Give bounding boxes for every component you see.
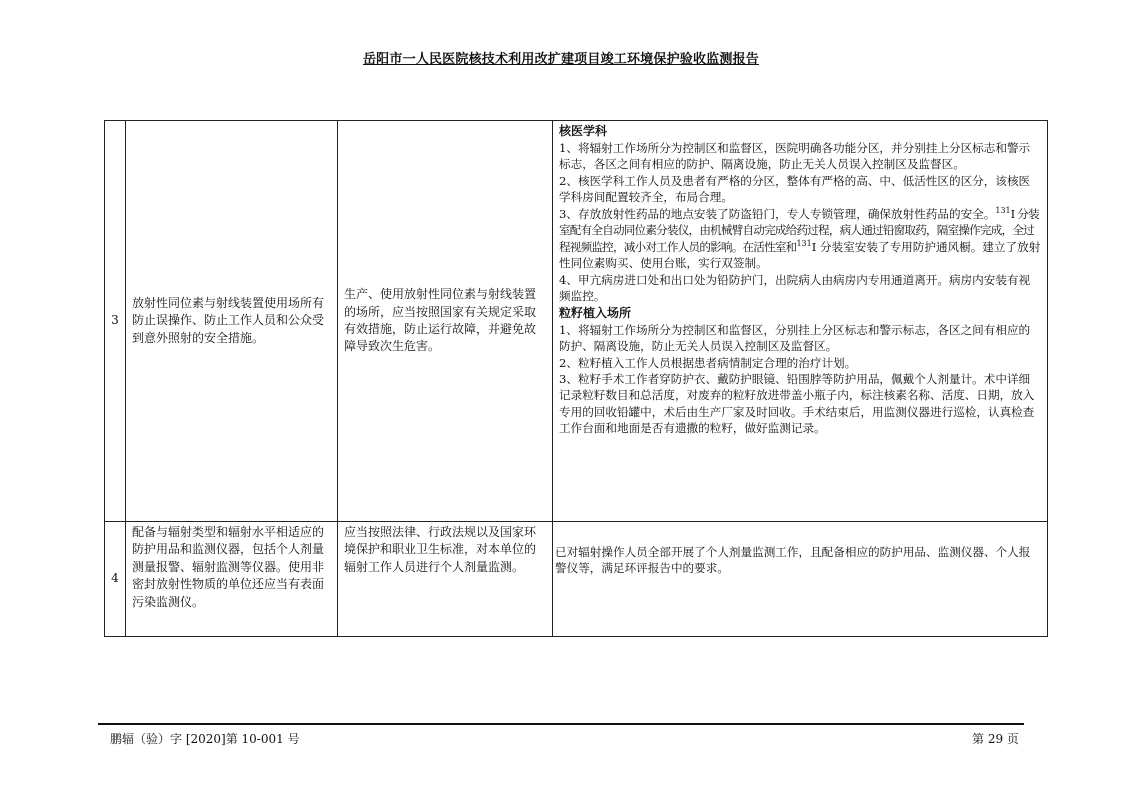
row-number: 4 bbox=[105, 522, 126, 637]
section-heading-seed-implant: 粒籽植入场所 bbox=[559, 305, 632, 320]
paragraph: 2、核医学科工作人员及患者有严格的分区，整体有严格的高、中、低活性区的区分，该核医学科房间配置较齐全，布局合理。 bbox=[559, 173, 1031, 205]
table-row bbox=[105, 522, 1048, 637]
isotope-superscript: 131 bbox=[796, 238, 812, 248]
isotope-superscript: 131 bbox=[995, 205, 1011, 215]
footer-divider bbox=[98, 723, 1024, 725]
paragraph: 3、粒籽手术工作者穿防护衣、戴防护眼镜、铅围脖等防护用品，佩戴个人剂量计。术中详细记录粒籽数目和总活度，对废弃的粒籽放进带盖小瓶子内，标注核素名称、活度、日期，放入专用的回收铅罐中，术后由生产厂家及时回收。手术结束后，用监测仪器进行巡检，认真检查工作台面和地面是否有遗撒的粒籽，做好监测记录。 bbox=[559, 371, 1035, 436]
paragraph-text: I 分装室安装了专用防护通风橱。建立了放射性同位素购买、使用台账，实行双签制。 bbox=[559, 239, 1041, 271]
standard-cell: 生产、使用放射性同位素与射线装置的场所，应当按照国家有关规定采取有效措施，防止运行故障，并避免故障导致次生危害。 bbox=[338, 121, 553, 522]
page-number: 第 29 页 bbox=[972, 732, 1019, 746]
paragraph bbox=[559, 206, 1041, 272]
paragraph-text: 3、存放放射性药品的地点安装了防盗铅门，专人专锁管理，确保放射性药品的安全。 bbox=[559, 206, 996, 221]
paragraph-text: I 分装室配有全自动同位素分装仪，由机械臂自动完成给药过程，病人通过铅窗取药，隔室操作完成，全过程视频监控，减小对工作人员的影响。在活性室和 bbox=[559, 206, 1039, 254]
standard-cell: 应当按照法律、行政法规以及国家环境保护和职业卫生标准，对本单位的辐射工作人员进行个人剂量监测。 bbox=[338, 522, 553, 637]
report-title: 岳阳市一人民医院核技术利用改扩建项目竣工环境保护验收监测报告 bbox=[362, 52, 759, 67]
paragraph: 2、粒籽植入工作人员根据患者病情制定合理的治疗计划。 bbox=[559, 355, 857, 370]
requirement-cell: 配备与辐射类型和辐射水平相适应的防护用品和监测仪器，包括个人剂量测量报警、辐射监测等仪器。使用非密封放射性物质的单位还应当有表面污染监测仪。 bbox=[126, 522, 338, 637]
implementation-cell: 已对辐射操作人员全部开展了个人剂量监测工作，且配备相应的防护用品、监测仪器、个人报警仪等，满足环评报告中的要求。 bbox=[553, 522, 1048, 637]
acceptance-table bbox=[104, 120, 1048, 637]
table-row bbox=[105, 121, 1048, 522]
requirement-cell: 放射性同位素与射线装置使用场所有防止误操作、防止工作人员和公众受到意外照射的安全措施。 bbox=[126, 121, 338, 522]
paragraph: 1、将辐射工作场所分为控制区和监督区，医院明确各功能分区，并分别挂上分区标志和警示标志，各区之间有相应的防护、隔离设施，防止无关人员误入控制区及监督区。 bbox=[559, 141, 1031, 172]
row-number: 3 bbox=[105, 121, 126, 522]
document-number: 鹏辐（验）字 [2020]第 10-001 号 bbox=[110, 732, 300, 746]
paragraph: 1、将辐射工作场所分为控制区和监督区，分别挂上分区标志和警示标志，各区之间有相应的防护、隔离设施，防止无关人员误入控制区及监督区。 bbox=[559, 322, 1031, 354]
implementation-cell bbox=[553, 121, 1048, 522]
paragraph: 4、甲亢病房进口处和出口处为铅防护门，出院病人由病房内专用通道离开。病房内安装有视频监控。 bbox=[559, 272, 1031, 304]
section-heading-nuclear-medicine: 核医学科 bbox=[559, 124, 608, 138]
